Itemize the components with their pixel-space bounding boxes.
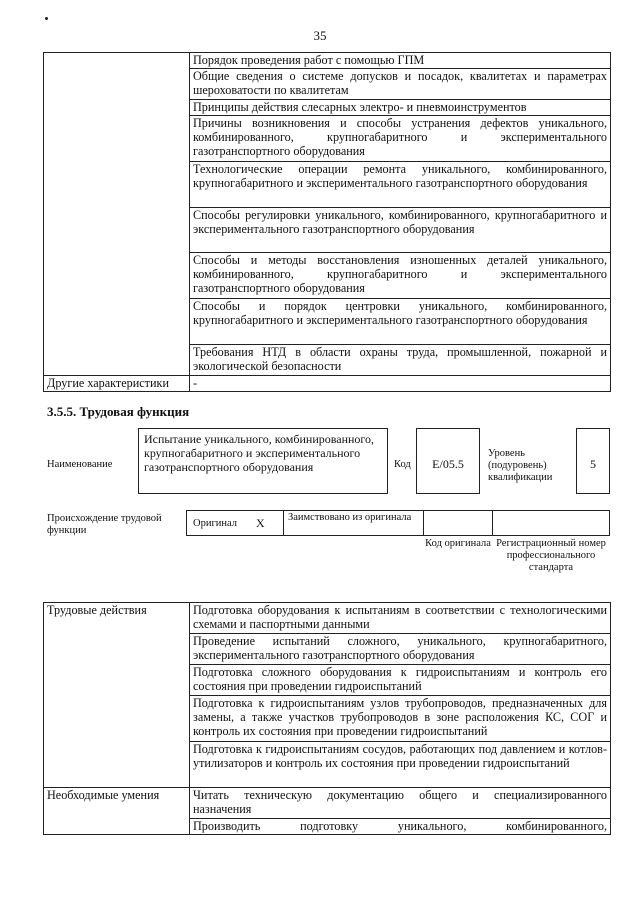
skill-item: Читать техническую документацию общего и специализированного назначения <box>190 788 611 819</box>
knowledge-item: Технологические операции ремонта уникального, комбинированного, крупногабаритного и экспериментального газотранспортного оборудования <box>190 162 611 208</box>
knowledge-item: Требования НТД в области охраны труда, промышленной, пожарной и экологической безопасности <box>190 345 611 376</box>
code-box <box>416 428 480 494</box>
section-heading: 3.5.5. Трудовая функция <box>47 404 190 419</box>
scan-dot <box>45 17 48 20</box>
knowledge-label-cell <box>44 53 190 376</box>
knowledge-table <box>43 52 611 392</box>
action-item: Подготовка к гидроиспытаниям узлов трубопроводов, предназначенных для замены, а также участков трубопроводов в зоне расположения КС, СОГ и контроль их состояния при проведении гидроиспытаний <box>190 696 611 742</box>
skills-label: Необходимые умения <box>44 788 190 835</box>
code-label: Код <box>394 459 411 470</box>
knowledge-item: Причины возникновения и способы устранения дефектов уникального, комбинированного, крупногабаритного и экспериментального газотранспортного оборудования <box>190 116 611 162</box>
borrowed-label: Заимствовано из оригинала <box>288 512 412 523</box>
level-label: Уровень (подуровень) квалификации <box>488 448 553 483</box>
caption-code: Код оригинала <box>425 538 491 549</box>
actions-label: Трудовые действия <box>44 603 190 788</box>
action-item: Подготовка сложного оборудования к гидроиспытаниям и контроль его состояния при проведении гидроиспытаний <box>190 665 611 696</box>
origin-borrowed-cell <box>283 510 424 536</box>
level-value: 5 <box>590 457 596 471</box>
page-number: 35 <box>313 28 327 43</box>
action-item: Проведение испытаний сложного, уникального, крупногабаритного, экспериментального газотранспортного оборудования <box>190 634 611 665</box>
other-characteristics-label: Другие характеристики <box>44 376 190 392</box>
knowledge-item: Способы регулировки уникального, комбинированного, крупногабаритного и экспериментального газотранспортного оборудования <box>190 208 611 253</box>
knowledge-item: Способы и методы восстановления изношенных деталей уникального, комбинированного, крупногабаритного и экспериментального газотранспортного оборудования <box>190 253 611 299</box>
knowledge-item: Порядок проведения работ с помощью ГПМ <box>190 53 611 69</box>
function-name-value: Испытание уникального, комбинированного, крупногабаритного и экспериментального газотранспортного оборудования <box>144 432 375 474</box>
knowledge-item: Способы и порядок центровки уникального, комбинированного, крупногабаритного и экспериментального газотранспортного оборудования <box>190 299 611 345</box>
origin-reg-cell <box>492 510 610 536</box>
action-item: Подготовка к гидроиспытаниям сосудов, работающих под давлением и котлов-утилизаторов и контроль их состояния при проведении гидроиспытаний <box>190 742 611 788</box>
knowledge-item: Принципы действия слесарных электро- и пневмоинструментов <box>190 100 611 116</box>
origin-original-cell <box>186 510 284 536</box>
code-value: E/05.5 <box>432 457 464 471</box>
original-mark: X <box>256 516 265 530</box>
action-item: Подготовка оборудования к испытаниям в соответствии с технологическими схемами и паспортными данными <box>190 603 611 634</box>
name-label: Наименование <box>47 459 113 470</box>
caption-reg: Регистрационный номер профессионального стандарта <box>496 538 606 573</box>
origin-code-cell <box>423 510 493 536</box>
other-characteristics-value: - <box>190 376 611 392</box>
original-label: Оригинал <box>193 518 237 529</box>
actions-table <box>43 602 611 835</box>
skill-item: Производить подготовку уникального, комбинированного, <box>190 819 611 835</box>
knowledge-item: Общие сведения о системе допусков и посадок, квалитетах и параметрах шероховатости по квалитетам <box>190 69 611 100</box>
function-name-box <box>138 428 388 494</box>
origin-label: Происхождение трудовой функции <box>47 513 162 536</box>
level-box <box>576 428 610 494</box>
